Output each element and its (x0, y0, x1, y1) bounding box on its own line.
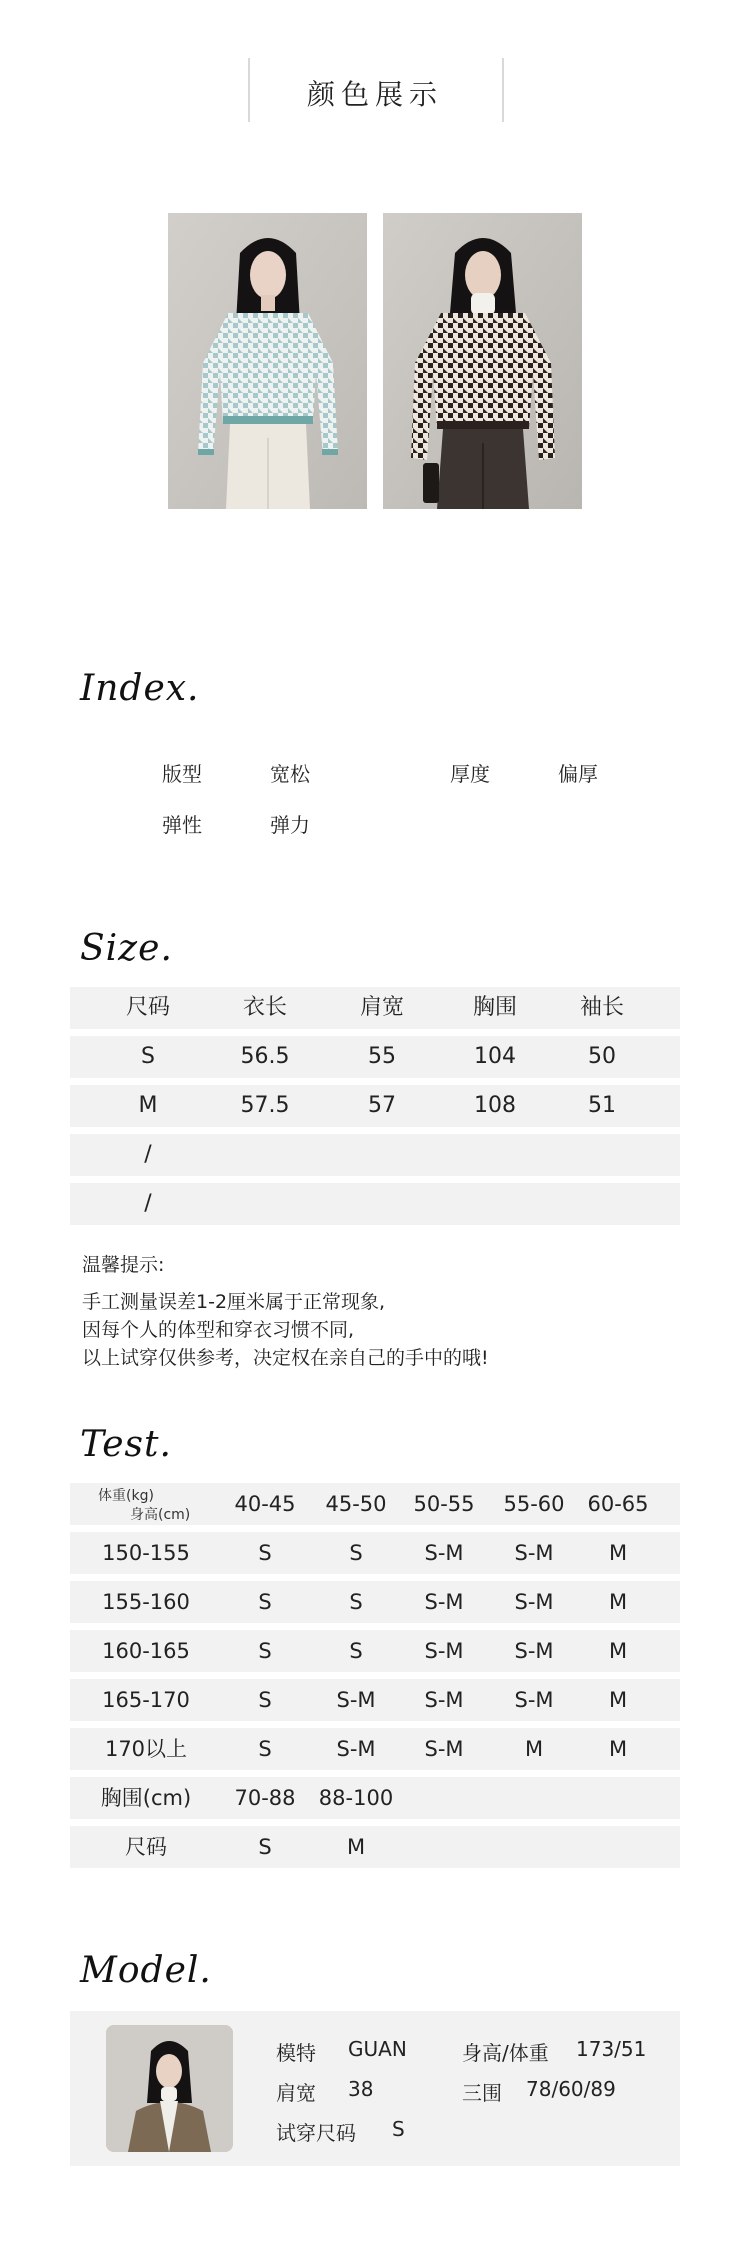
size-table-header (70, 987, 680, 1029)
test-cell: S (258, 1688, 272, 1712)
size-cell: / (144, 1191, 152, 1216)
test-cell: S-M (424, 1737, 464, 1761)
tips-line: 因每个人的体型和穿衣习惯不同, (82, 1319, 355, 1341)
test-table-header (70, 1483, 680, 1525)
table-row (70, 1085, 680, 1127)
index-value-elasticity: 弹力 (270, 813, 310, 837)
size-col-header: 肩宽 (359, 995, 405, 1020)
table-row (70, 1728, 680, 1770)
test-cell: S (349, 1590, 363, 1614)
test-cell: S-M (424, 1590, 464, 1614)
test-chest-value: 70-88 (234, 1786, 296, 1810)
table-row (70, 1630, 680, 1672)
size-cell: 57.5 (240, 1093, 290, 1118)
size-cell: 104 (474, 1044, 516, 1069)
test-chest-value: 88-100 (318, 1786, 394, 1810)
test-corner-weight: 体重(kg) (98, 1488, 154, 1504)
test-cell: S-M (424, 1639, 464, 1663)
test-cell: S (258, 1737, 272, 1761)
test-cell: S-M (424, 1688, 464, 1712)
size-cell: 56.5 (240, 1044, 290, 1069)
test-cell: M (608, 1590, 628, 1614)
table-row (70, 1532, 680, 1574)
test-cell: M (608, 1688, 628, 1712)
model-card (70, 2011, 680, 2166)
model-name-label: 模特 (276, 2041, 316, 2065)
test-cell: S-M (514, 1639, 554, 1663)
index-value-thickness: 偏厚 (558, 762, 598, 786)
test-cell: S-M (514, 1590, 554, 1614)
model-shoulder-label: 肩宽 (276, 2081, 316, 2105)
test-cell: M (608, 1541, 628, 1565)
test-cell: S (258, 1639, 272, 1663)
table-row (70, 1134, 680, 1176)
size-cell: / (144, 1142, 152, 1167)
test-cell: S (258, 1541, 272, 1565)
color-photo-black (383, 213, 582, 509)
size-cell: M (138, 1093, 158, 1118)
test-cell: S (349, 1541, 363, 1565)
table-row (70, 1777, 680, 1819)
test-height-label: 155-160 (102, 1590, 190, 1614)
size-cell: 57 (368, 1093, 396, 1118)
index-label-fit: 版型 (162, 762, 202, 786)
size-cell: 55 (368, 1044, 396, 1069)
table-row (70, 1036, 680, 1078)
test-cell: S (258, 1590, 272, 1614)
size-cell: S (141, 1044, 155, 1069)
size-col-header: 袖长 (579, 995, 625, 1020)
test-cell: S (349, 1639, 363, 1663)
test-weight-header: 60-65 (587, 1492, 649, 1516)
index-value-fit: 宽松 (270, 762, 310, 786)
test-weight-header: 40-45 (234, 1492, 296, 1516)
index-heading: Index. (80, 668, 200, 709)
test-weight-header: 45-50 (325, 1492, 387, 1516)
test-height-label: 160-165 (102, 1639, 190, 1663)
size-col-header: 衣长 (242, 995, 288, 1020)
tips-line: 以上试穿仅供参考，决定权在亲自己的手中的哦! (82, 1347, 489, 1369)
model-trysize-value: S (392, 2117, 405, 2141)
index-label-elasticity: 弹性 (162, 813, 202, 837)
test-cell: S-M (336, 1737, 376, 1761)
test-corner-height: 身高(cm) (130, 1507, 191, 1523)
size-col-header: 尺码 (125, 995, 171, 1020)
size-cell: 51 (588, 1093, 616, 1118)
size-col-header: 胸围 (472, 995, 518, 1020)
test-cell: S-M (336, 1688, 376, 1712)
model-hw-label: 身高/体重 (462, 2041, 549, 2065)
table-row (70, 1826, 680, 1868)
test-chest-label: 胸围(cm) (100, 1786, 192, 1810)
tips-line: 手工测量误差1-2厘米属于正常现象, (82, 1291, 386, 1313)
table-row (70, 1581, 680, 1623)
test-height-label: 150-155 (102, 1541, 190, 1565)
test-size-value: M (346, 1835, 366, 1859)
model-photo (106, 2025, 233, 2152)
model-name-value: GUAN (348, 2037, 407, 2061)
model-measure-label: 三围 (462, 2081, 502, 2105)
tips-title: 温馨提示: (82, 1254, 165, 1276)
index-label-thickness: 厚度 (450, 762, 490, 786)
test-cell: S-M (514, 1688, 554, 1712)
color-photo-light-blue (168, 213, 367, 509)
model-measure-value: 78/60/89 (526, 2077, 616, 2101)
test-corner-cell (70, 1483, 210, 1525)
test-weight-header: 50-55 (413, 1492, 475, 1516)
test-size-label: 尺码 (125, 1835, 167, 1859)
test-cell: M (524, 1737, 544, 1761)
table-row (70, 1679, 680, 1721)
test-heading: Test. (80, 1424, 172, 1465)
test-cell: M (608, 1737, 628, 1761)
size-cell: 50 (588, 1044, 616, 1069)
test-size-value: S (258, 1835, 272, 1859)
size-heading: Size. (80, 928, 173, 969)
model-heading: Model. (80, 1950, 212, 1991)
test-cell: S-M (424, 1541, 464, 1565)
model-hw-value: 173/51 (576, 2037, 647, 2061)
table-row (70, 1183, 680, 1225)
test-weight-header: 55-60 (503, 1492, 565, 1516)
test-cell: S-M (514, 1541, 554, 1565)
model-trysize-label: 试穿尺码 (276, 2121, 356, 2145)
test-cell: M (608, 1639, 628, 1663)
test-height-label: 170以上 (104, 1737, 188, 1761)
size-cell: 108 (474, 1093, 516, 1118)
model-shoulder-value: 38 (348, 2077, 374, 2101)
test-height-label: 165-170 (102, 1688, 190, 1712)
page-title: 颜色展示 (306, 78, 443, 111)
